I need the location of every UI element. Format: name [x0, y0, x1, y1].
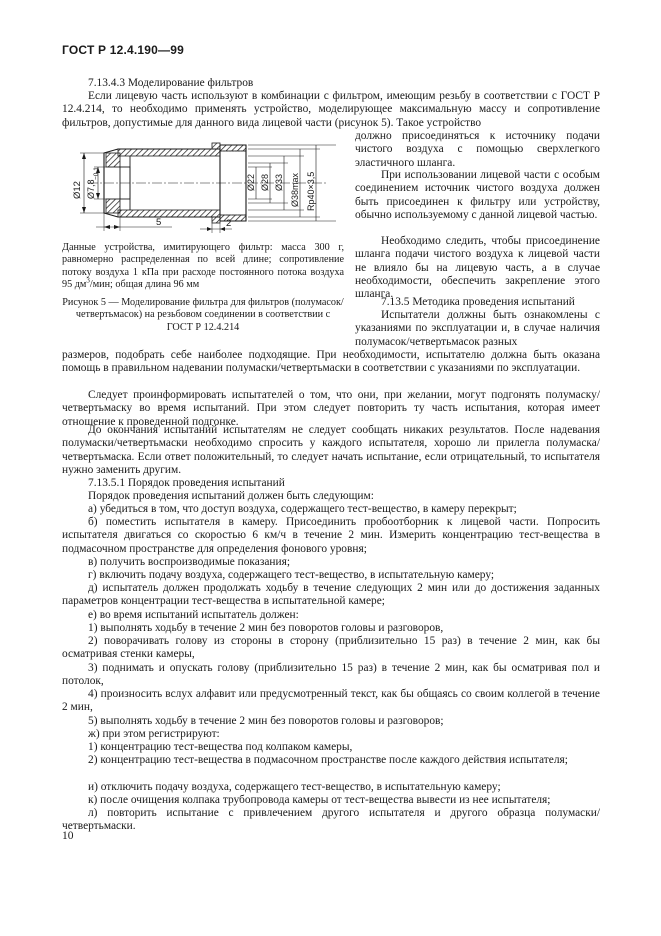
dim-d38-max: Ø38max — [290, 172, 300, 207]
list-item: е) во время испытаний испытатель должен: — [88, 609, 299, 621]
list-item: в) получить воспроизводимые показания; — [88, 556, 290, 568]
list-subitem: 4) произносить вслух алфавит или предусмотренный текст, как бы общаясь со своим коллегой в течение 2 мин, — [62, 688, 600, 714]
paragraph: Испытатели должны быть ознакомлены с указаниями по эксплуатации и, в случае наличия полумасок/четвертьмасок разных — [355, 309, 600, 348]
list-item: б) поместить испытателя в камеру. Присоединить пробоотборник к лицевой части. Попросить испытателя двигаться со скоростью 6 км/ч в течение 2 мин. Измерить концентрацию тест-вещества в подмасочном пространстве для определения фонового уровня; — [62, 516, 600, 555]
dim-d28: Ø28 — [260, 173, 270, 191]
dim-d7-8: Ø7,8 — [86, 179, 96, 199]
paragraph: Если лицевую часть используют в комбинации с фильтром, имеющим резьбу в соответствии с ГОСТ Р 12.4.214, то необходимо применять устройство, моделирующее максимальную массу и сопротивление фильтров, допустимые для данного вида лицевой части (рисунок 5). Такое устройство — [62, 90, 600, 129]
dim-d7-8-tolerance: −0,1 — [93, 167, 100, 180]
figure-note — [62, 242, 344, 291]
list-item: д) испытатель должен продолжать ходьбу в течение следующих 2 мин или до достижения заданных параметров концентрации тест-вещества в испытательной камере; — [62, 582, 600, 608]
list-subitem: 3) поднимать и опускать голову (приблизительно 15 раз) в течение 2 мин, как бы осматривая пол и потолок, — [62, 662, 600, 688]
dim-thread-rp40: Rp40×3,5 — [306, 171, 316, 211]
list-item: а) убедиться в том, что доступ воздуха, содержащего тест-вещество, в камеру перекрыт; — [88, 503, 517, 515]
figure-note-text-end: /мин; общая длина 96 мм — [89, 278, 200, 290]
list-item: г) включить подачу воздуха, содержащего тест-вещество, в испытательную камеру; — [88, 569, 495, 581]
paragraph: размеров, подобрать себе наиболее подходящие. При необходимости, испытателю должна быть оказана помощь в правильном надевании полумаски/четвертьмаски в соответствии с указаниями по эксплуатации. — [62, 349, 600, 375]
list-subitem: 1) выполнять ходьбу в течение 2 мин без поворотов головы и разговоров, — [88, 622, 444, 634]
paragraph: До окончания испытаний испытателям не следует сообщать никаких результатов. После надевания полумаски/четвертьмаски необходимо спросить у каждого испытателя, хорошо ли прилегла полумаска/четвертьмаска. Если ответ положительный, то следует начать испытание, если отрицательный, то испытателя нужно заменить другим. — [62, 424, 600, 476]
paragraph: Следует проинформировать испытателей о том, что они, при желании, могут подгонять полумаску/четвертьмаску во время испытаний. При этом следует повторить ту часть испытания, которая имеет отношение к проведенной подгонке. — [62, 389, 600, 428]
list-subitem: 1) концентрацию тест-вещества под колпаком камеры, — [88, 741, 353, 753]
dim-d12: Ø12 — [72, 181, 83, 199]
paragraph: должно присоединяться к источнику подачи чистого воздуха с помощью сверхлегкого эластичного шланга. — [355, 130, 600, 169]
document-header: ГОСТ Р 12.4.190—99 — [62, 43, 185, 57]
section-heading: 7.13.5 Методика проведения испытаний — [381, 296, 575, 308]
list-intro: Порядок проведения испытаний должен быть следующим: — [88, 490, 374, 502]
list-subitem: 2) концентрацию тест-вещества в подмасочном пространстве после каждого действия испытателя; — [88, 754, 568, 766]
paragraph: При использовании лицевой части с особым соединением источник чистого воздуха должен быть присоединен к фильтру или устройству, обычно используемому с данной лицевой частью. — [355, 169, 600, 221]
list-item: л) повторить испытание с привлечением другого испытателя и другого образца полумаски/четвертьмаски. — [62, 807, 600, 833]
page-number: 10 — [62, 830, 74, 842]
figure-caption: Рисунок 5 — Моделирование фильтра для фильтров (полумасок/четвертьмасок) на резьбовом соединении в соответствии с ГОСТ Р 12.4.214 — [62, 297, 344, 333]
list-subitem: 5) выполнять ходьбу в течение 2 мин без поворотов головы и разговоров; — [88, 715, 444, 727]
dim-length-2: 2 — [226, 218, 232, 229]
list-item: и) отключить подачу воздуха, содержащего тест-вещество, в испытательную камеру; — [88, 781, 501, 793]
paragraph: Необходимо следить, чтобы присоединение шланга подачи чистого воздуха к лицевой части не влияло бы на лицевую часть, а в случае необходимости, обеспечить закрепление этого шланга. — [355, 235, 600, 301]
figure-note-text: Данные устройства, имитирующего фильтр: масса 300 г, равномерно распределенная по всей длине; сопротивление потоку воздуха 1 кПа при расходе постоянного потока воздуха 95 дм — [62, 242, 344, 290]
filter-simulator-drawing — [60, 141, 350, 236]
section-heading: 7.13.5.1 Порядок проведения испытаний — [88, 477, 285, 489]
list-item: ж) при этом регистрируют: — [88, 728, 220, 740]
list-subitem: 2) поворачивать голову из стороны в сторону (приблизительно 15 раз) в течение 2 мин, как бы осматривая стенки камеры, — [62, 635, 600, 661]
dim-d22: Ø22 — [246, 173, 256, 191]
dim-length-5: 5 — [156, 217, 162, 228]
dim-d33: Ø33 — [274, 173, 284, 191]
section-heading: 7.13.4.3 Моделирование фильтров — [88, 77, 254, 89]
figure-note-superscript: 3 — [86, 276, 90, 285]
list-item: к) после очищения колпака трубопровода камеры от тест-вещества вывести из нее испытателя; — [88, 794, 551, 806]
